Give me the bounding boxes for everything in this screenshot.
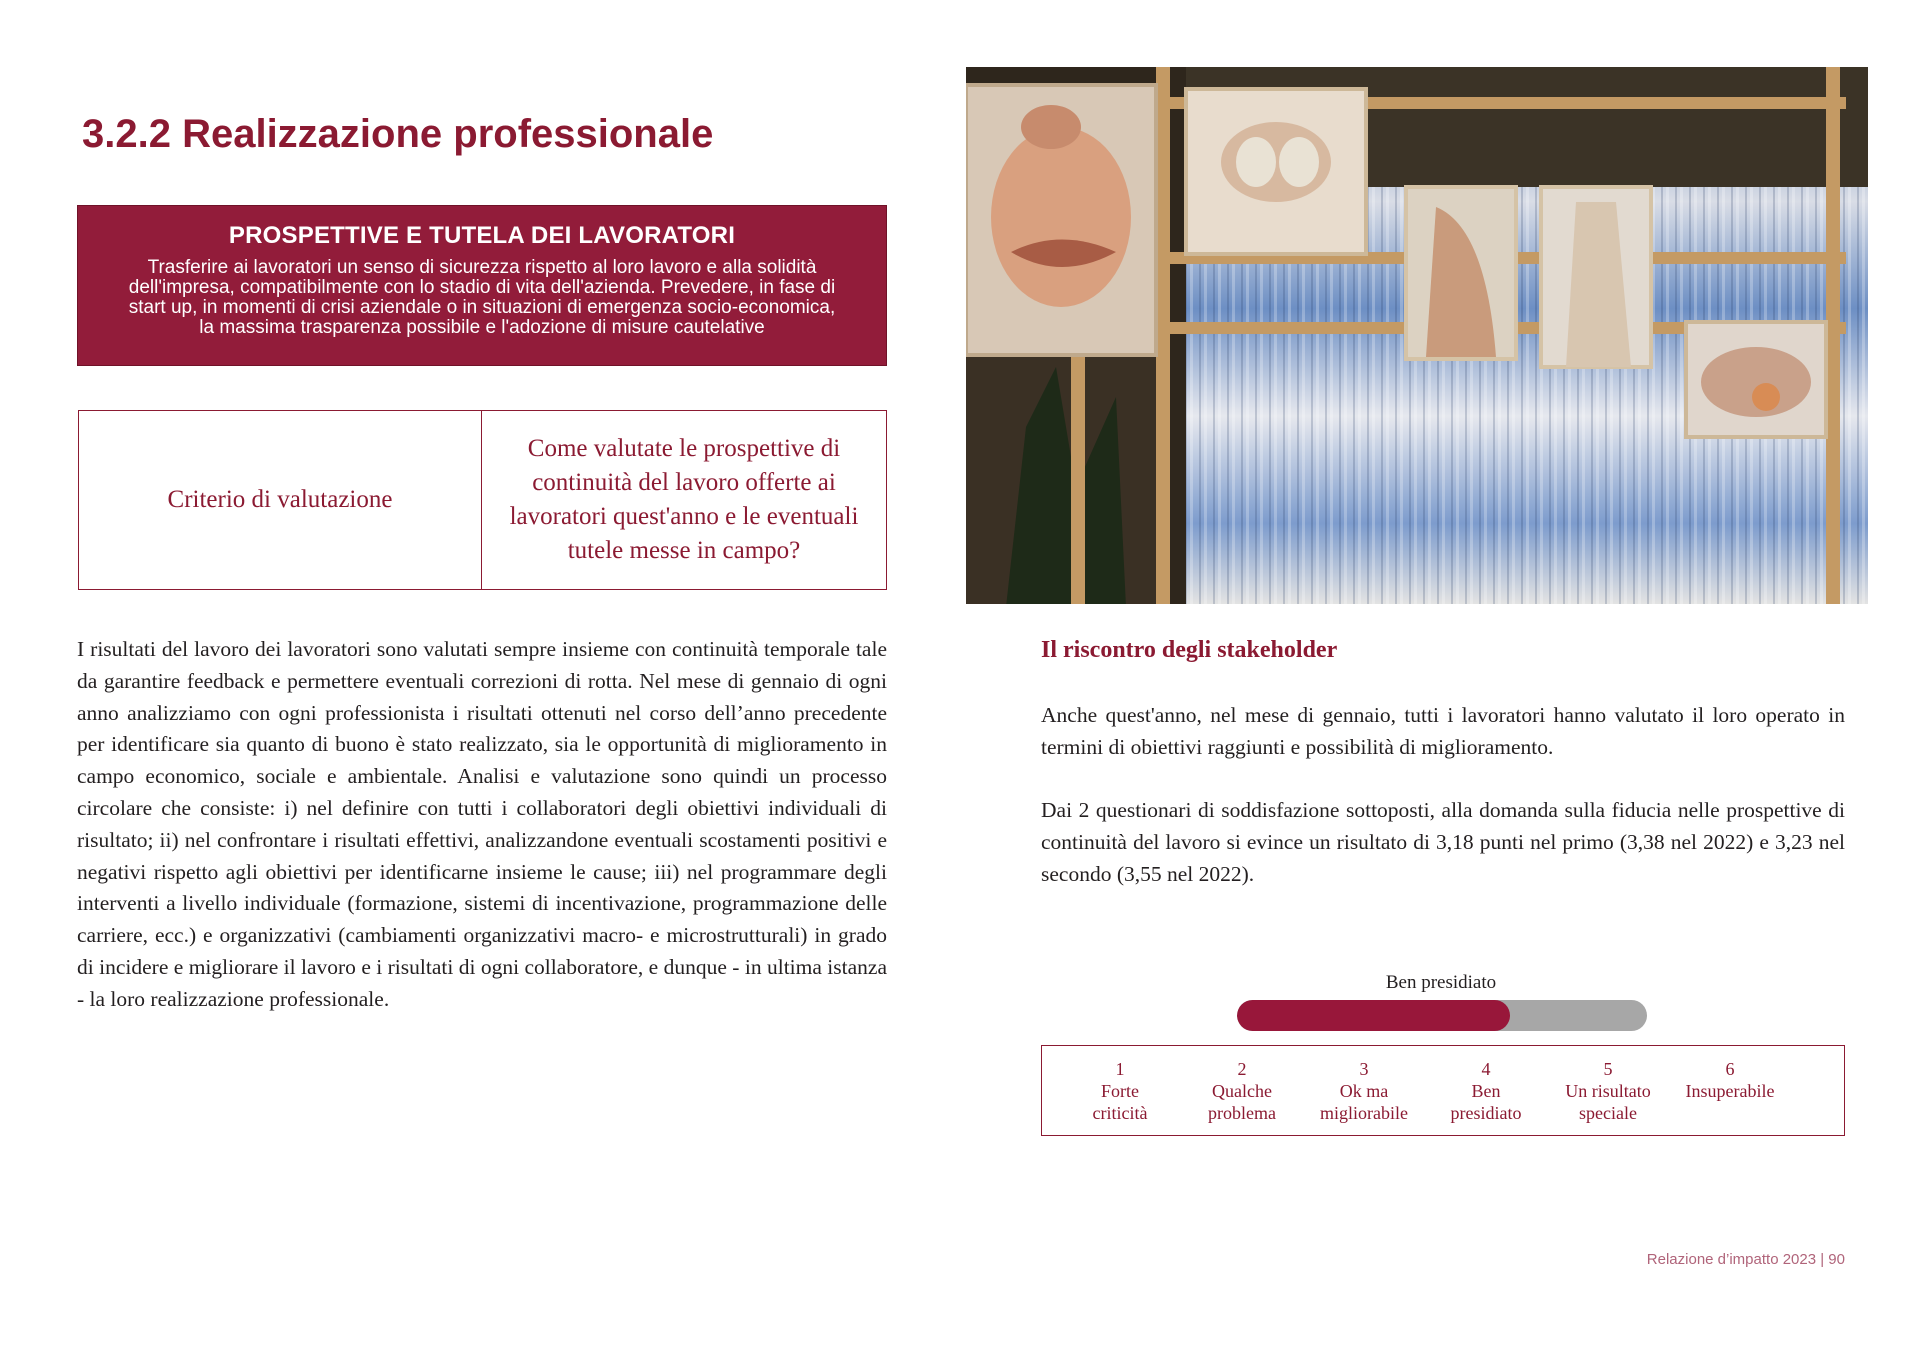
scale-number: 5: [1603, 1059, 1613, 1079]
scale-text: Un risultato: [1565, 1081, 1651, 1101]
stakeholder-paragraph-1: Anche quest'anno, nel mese di gennaio, tutti i lavoratori hanno valutato il loro operato in termini di obiettivi raggiunti e possibilità di miglioramento.: [1041, 703, 1845, 759]
scale-number: 3: [1359, 1059, 1369, 1079]
scale-item-6: [1669, 1058, 1791, 1135]
scale-item-5: [1547, 1058, 1669, 1135]
scale-text: Ben: [1471, 1081, 1501, 1101]
exhibition-photo: [966, 67, 1868, 604]
scale-number: 2: [1237, 1059, 1247, 1079]
scale-item-4: [1425, 1058, 1547, 1135]
stakeholder-heading: Il riscontro degli stakeholder: [1041, 637, 1338, 663]
scale-text: problema: [1208, 1103, 1276, 1123]
scale-number: 1: [1115, 1059, 1125, 1079]
scale-item-2: [1181, 1058, 1303, 1135]
scale-item-3: [1303, 1058, 1425, 1135]
scale-text: Insuperabile: [1685, 1081, 1775, 1101]
stakeholder-paragraph-2: Dai 2 questionari di soddisfazione sottoposti, alla domanda sulla fiducia nelle prospettive di continuità del lavoro si evince un risultato di 3,18 punti nel primo (3,38 nel 2022) e 3,23 nel secondo (3,55 nel 2022).: [1041, 798, 1845, 886]
rating-bar-track: [1237, 1000, 1647, 1031]
rating-scale: [1041, 1045, 1845, 1136]
exhibition-photo-illustration: [966, 67, 1868, 604]
scale-text: Forte: [1101, 1081, 1139, 1101]
criterion-table: [78, 410, 887, 590]
page-footer: Relazione d’impatto 2023 | 90: [1646, 1251, 1845, 1268]
scale-text: migliorabile: [1320, 1103, 1408, 1123]
body-text-left: I risultati del lavoro dei lavoratori sono valutati sempre insieme con continuità temporale tale da garantire feedback e permettere eventuali correzioni di rotta. Nel mese di gennaio di ogni anno analizziamo con ogni professionista i risultati ottenuti nel corso dell’anno precedente per identificare sia quanto di buono è stato realizzato, sia le opportunità di miglioramento in campo economico, sociale e ambientale. Analisi e valutazione sono quindi un processo circolare che consiste: i) nel definire con tutti i collaboratori degli obiettivi individuali di risultato; ii) nel confrontare i risultati effettivi, analizzandone eventuali scostamenti positivi e negativi rispetto agli obiettivi per identificarne insieme le cause; iii) nel programmare degli interventi a livello individuale (formazione, sistemi di incentivazione, programmazione delle carriere, ecc.) e organizzativi (cambiamenti organizzativi macro- e microstrutturali) in grado di incidere e migliorare il lavoro e i risultati di ogni collaboratore, e dunque - in ultima istanza - la loro realizzazione professionale.: [77, 637, 887, 1011]
scale-text: presidiato: [1450, 1103, 1522, 1123]
rating-bar-fill: [1237, 1000, 1510, 1031]
scale-text: criticità: [1092, 1103, 1148, 1123]
theme-box: [77, 205, 887, 366]
scale-number: 4: [1481, 1059, 1491, 1079]
scale-number: 6: [1725, 1059, 1735, 1079]
scale-text: speciale: [1579, 1103, 1637, 1123]
scale-text: Qualche: [1212, 1081, 1272, 1101]
rating-label: Ben presidiato: [1385, 972, 1497, 993]
scale-item-1: [1059, 1058, 1181, 1135]
theme-title: PROSPETTIVE E TUTELA DEI LAVORATORI: [228, 222, 736, 249]
section-title: 3.2.2 Realizzazione professionale: [82, 112, 714, 156]
criterion-label: Criterio di valutazione: [79, 411, 482, 589]
theme-text: Trasferire ai lavoratori un senso di sicurezza rispetto al loro lavoro e alla solidità dell'impresa, compatibilmente con lo stadio di vita dell'azienda. Prevedere, in fase di start up, in momenti di crisi aziendale o in situazioni di emergenza socio-economica, la massima trasparenza possibile e l'adozione di misure cautelative: [128, 257, 836, 338]
criterion-question: Come valutate le prospettive di continuità del lavoro offerte ai lavoratori quest'anno e le eventuali tutele messe in campo?: [509, 435, 859, 564]
scale-text: Ok ma: [1339, 1081, 1389, 1101]
